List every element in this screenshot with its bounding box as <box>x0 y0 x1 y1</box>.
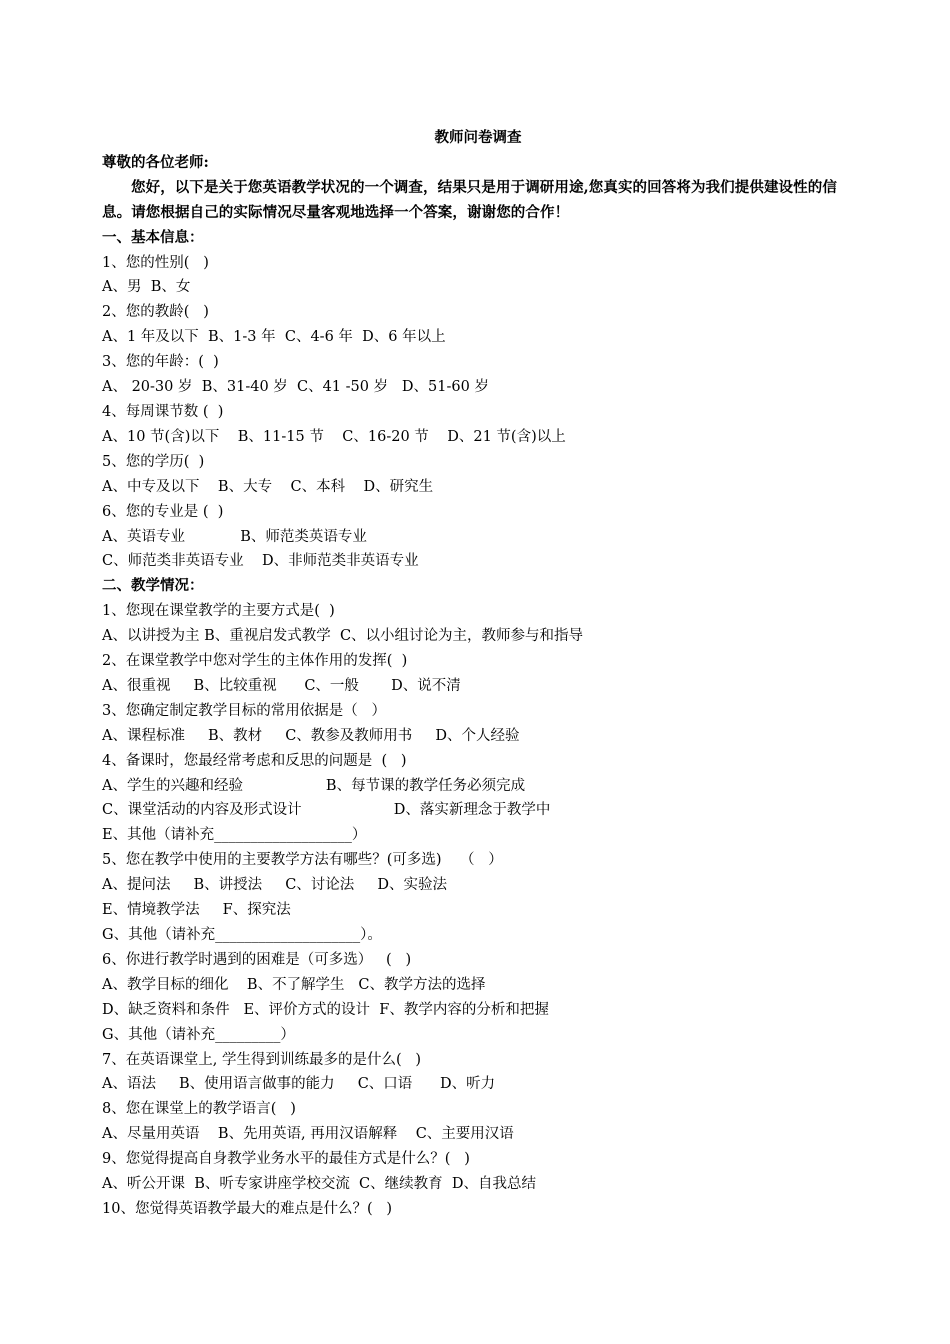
question-line: A、英语专业 B、师范类英语专业 <box>102 528 367 545</box>
question-line: 6、您的专业是 ( ) <box>102 503 224 520</box>
question-line: 1、您的性别( ) <box>102 254 209 271</box>
question-list <box>102 226 854 1222</box>
question-line: 3、您的年龄：( ) <box>102 354 219 371</box>
question-line: A、听公开课 B、听专家讲座学校交流 C、继续教育 D、自我总结 <box>102 1176 536 1193</box>
question-line: 4、备课时，您最经常考虑和反思的问题是 ( ) <box>102 752 407 769</box>
question-line: A、很重视 B、比较重视 C、一般 D、说不清 <box>102 677 461 694</box>
question-line: 1、您现在课堂教学的主要方式是( ) <box>102 603 335 620</box>
question-line: A、10 节(含)以下 B、11-15 节 C、16-20 节 D、21 节(含)以上 <box>102 428 566 445</box>
question-line: 6、你进行教学时遇到的困难是（可多选） ( ) <box>102 951 412 968</box>
question-line: A、语法 B、使用语言做事的能力 C、口语 D、听力 <box>102 1076 496 1093</box>
question-line: A、 20-30 岁 B、31-40 岁 C、41 -50 岁 D、51-60 岁 <box>102 379 489 396</box>
question-line: A、尽量用英语 B、先用英语, 再用汉语解释 C、主要用汉语 <box>102 1126 514 1143</box>
question-line: D、缺乏资料和条件 E、评价方式的设计 F、教学内容的分析和把握 <box>102 1001 549 1018</box>
question-line: 5、您的学历( ) <box>102 453 205 470</box>
question-line: 10、您觉得英语教学最大的难点是什么？( ) <box>102 1200 393 1217</box>
question-line: 8、您在课堂上的教学语言( ) <box>102 1101 296 1118</box>
question-line: 7、在英语课堂上, 学生得到训练最多的是什么( ) <box>102 1051 422 1068</box>
questionnaire-body <box>102 126 854 1222</box>
greeting: 尊敬的各位老师: <box>102 153 209 171</box>
question-line: A、教学目标的细化 B、不了解学生 C、教学方法的选择 <box>102 976 486 993</box>
question-line: A、男 B、女 <box>102 279 191 296</box>
question-line: G、其他（请补充_________） <box>102 1026 295 1043</box>
question-line: G、其他（请补充____________________）。 <box>102 927 382 943</box>
question-line: 9、您觉得提高自身教学业务水平的最佳方式是什么？( ) <box>102 1151 470 1168</box>
question-line: E、其他（请补充___________________） <box>102 827 367 844</box>
question-line: E、情境教学法 F、探究法 <box>102 902 291 919</box>
question-line: A、中专及以下 B、大专 C、本科 D、研究生 <box>102 478 434 495</box>
question-line: 4、每周课节数 ( ) <box>102 403 224 420</box>
question-line: A、提问法 B、讲授法 C、讨论法 D、实验法 <box>102 877 447 894</box>
intro-paragraph: 您好，以下是关于您英语教学状况的一个调查，结果只是用于调研用途,您真实的回答将为我们提供建设性的信息。请您根据自己的实际情况尽量客观地选择一个答案，谢谢您的合作！ <box>102 178 837 221</box>
question-line: A、学生的兴趣和经验 B、每节课的教学任务必须完成 <box>102 777 526 794</box>
document-title: 教师问卷调查 <box>434 129 522 146</box>
question-line: 2、在课堂教学中您对学生的主体作用的发挥( ) <box>102 653 408 670</box>
question-line: 2、您的教龄( ) <box>102 304 209 321</box>
question-line: C、课堂活动的内容及形式设计 D、落实新理念于教学中 <box>102 802 551 819</box>
question-line: C、师范类非英语专业 D、非师范类非英语专业 <box>102 553 419 570</box>
section-heading: 一、基本信息： <box>102 228 204 246</box>
question-line: 5、您在教学中使用的主要教学方法有哪些？(可多选) （ ） <box>102 852 503 869</box>
question-line: A、课程标准 B、教材 C、教参及教师用书 D、个人经验 <box>102 727 520 744</box>
section-heading: 二、教学情况： <box>102 577 204 595</box>
question-line: 3、您确定制定教学目标的常用依据是（ ） <box>102 702 387 719</box>
question-line: A、1 年及以下 B、1-3 年 C、4-6 年 D、6 年以上 <box>102 329 446 346</box>
question-line: A、以讲授为主 B、重视启发式教学 C、以小组讨论为主，教师参与和指导 <box>102 628 584 645</box>
